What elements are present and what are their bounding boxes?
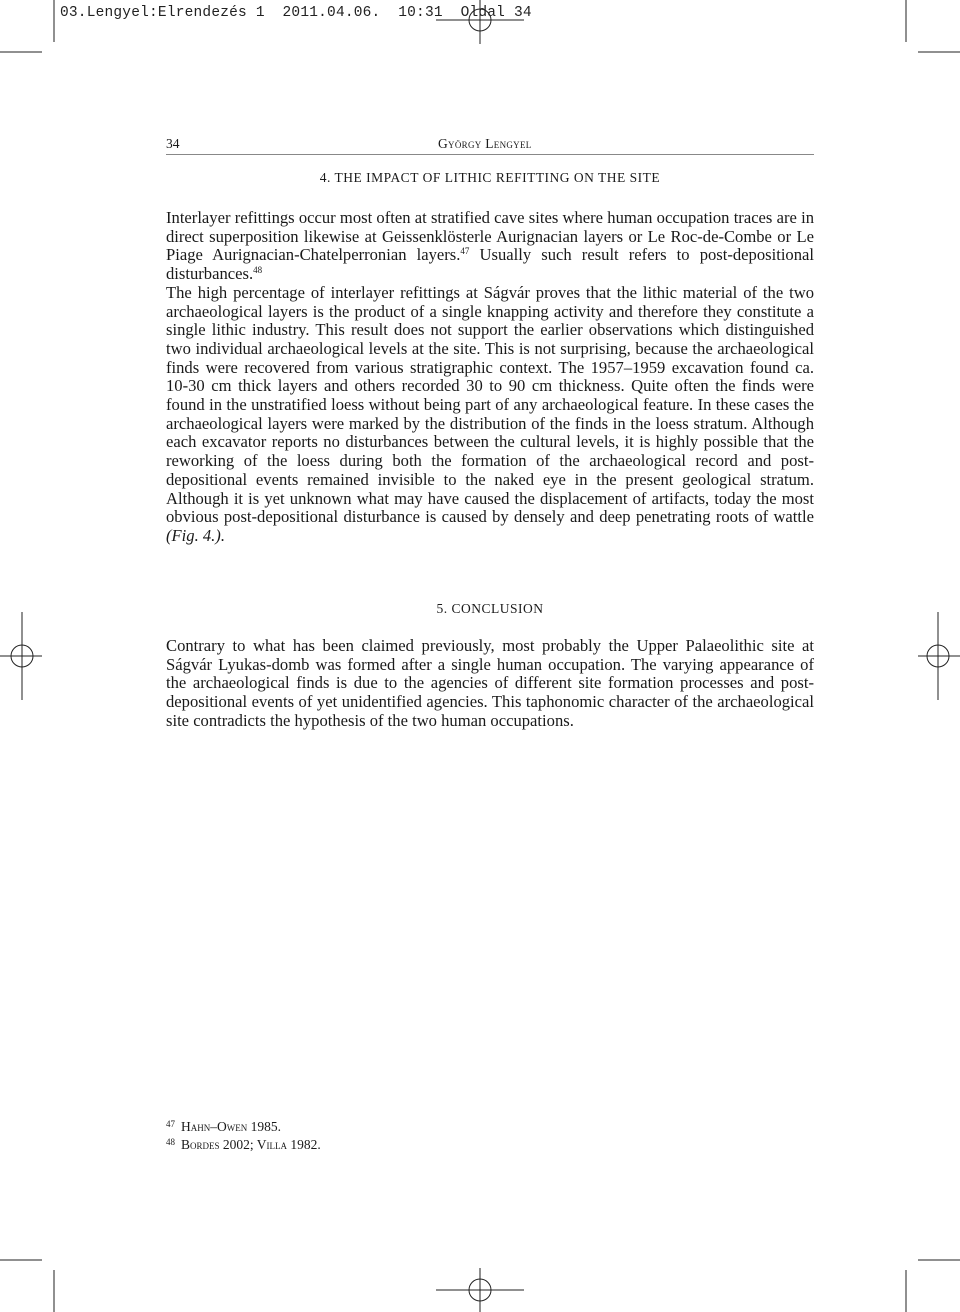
footnote-ref-48: 48 [253, 265, 263, 276]
footnote-47 [166, 1117, 814, 1135]
paragraph-text: Interlayer refittings occur most often at stratified cave sites where human occupation traces are in direct superposition likewise at Geissenklösterle Aurignacian layers or Le Roc-de-Combe or Le Piage Aurignacian-Chatelperronian layers. [166, 208, 814, 265]
footnote-number: 48 [166, 1136, 175, 1147]
section-5-heading: 5. CONCLUSION [436, 601, 544, 616]
footnotes [166, 1117, 814, 1152]
paragraph-text: The high percentage of interlayer refittings at Ságvár proves that the lithic material of the two archaeological layers is the product of a single knapping activity and therefore they constitute a single lithic industry. This result does not support the earlier observations which distinguished two individual archaeological levels at the site. This is not surprising, because the archaeological finds were recovered from various stratigraphic context. The 1957–1959 excavation found ca. 10-30 cm thick layers and others recorded 30 to 90 cm thickness. Quite often the finds were found in the unstratified loess without being part of any archaeological feature. In these cases the archaeological layers were marked by the distribution of the finds in the loess stratum. Although each excavator reports no disturbances between the cultural levels, it is highly possible that the reworking of the loess during both the formation of the archaeological record and post-depositional events remained invisible to the naked eye in the present geological stratum. Although it is yet unknown what may have caused the displacement of artifacts, today the most obvious post-depositional disturbance is caused by densely and deep penetrating roots of wattle [166, 282, 814, 527]
footnote-ref-47: 47 [460, 246, 470, 257]
footnote-48 [166, 1135, 814, 1153]
running-head [166, 134, 814, 155]
section-4-body [166, 209, 814, 546]
section-4-paragraph-1 [166, 209, 814, 284]
page-number: 34 [166, 136, 180, 151]
footnote-number: 47 [166, 1119, 175, 1129]
footnote-text: Bordes 2002; Villa 1982. [181, 1136, 321, 1152]
section-5-paragraph: Contrary to what has been claimed previously, most probably the Upper Palaeolithic site at Ságvár Lyukas-domb was formed after a single human occupation. The varying appearance of the archaeological finds is due to the agencies of different site formation processes and post-depositional events of yet unidentified agencies. This taphonomic character of the archaeological site contradicts the hypothesis of the two human occupations. [166, 636, 814, 730]
section-5-body [166, 637, 814, 731]
figure-reference: (Fig. 4.). [166, 525, 225, 545]
section-4-heading: 4. THE IMPACT OF LITHIC REFITTING ON THE SITE [319, 170, 661, 185]
print-slug-line: 03.Lengyel:Elrendezés 1 2011.04.06. 10:31 Oldal 34 [60, 5, 532, 21]
section-4-paragraph-2 [166, 284, 814, 546]
running-head-author: György Lengyel [438, 136, 532, 151]
paragraph-text: Usually such result refers to post-depositional disturbances. [166, 245, 814, 284]
footnote-text: Hahn–Owen 1985. [181, 1119, 281, 1134]
